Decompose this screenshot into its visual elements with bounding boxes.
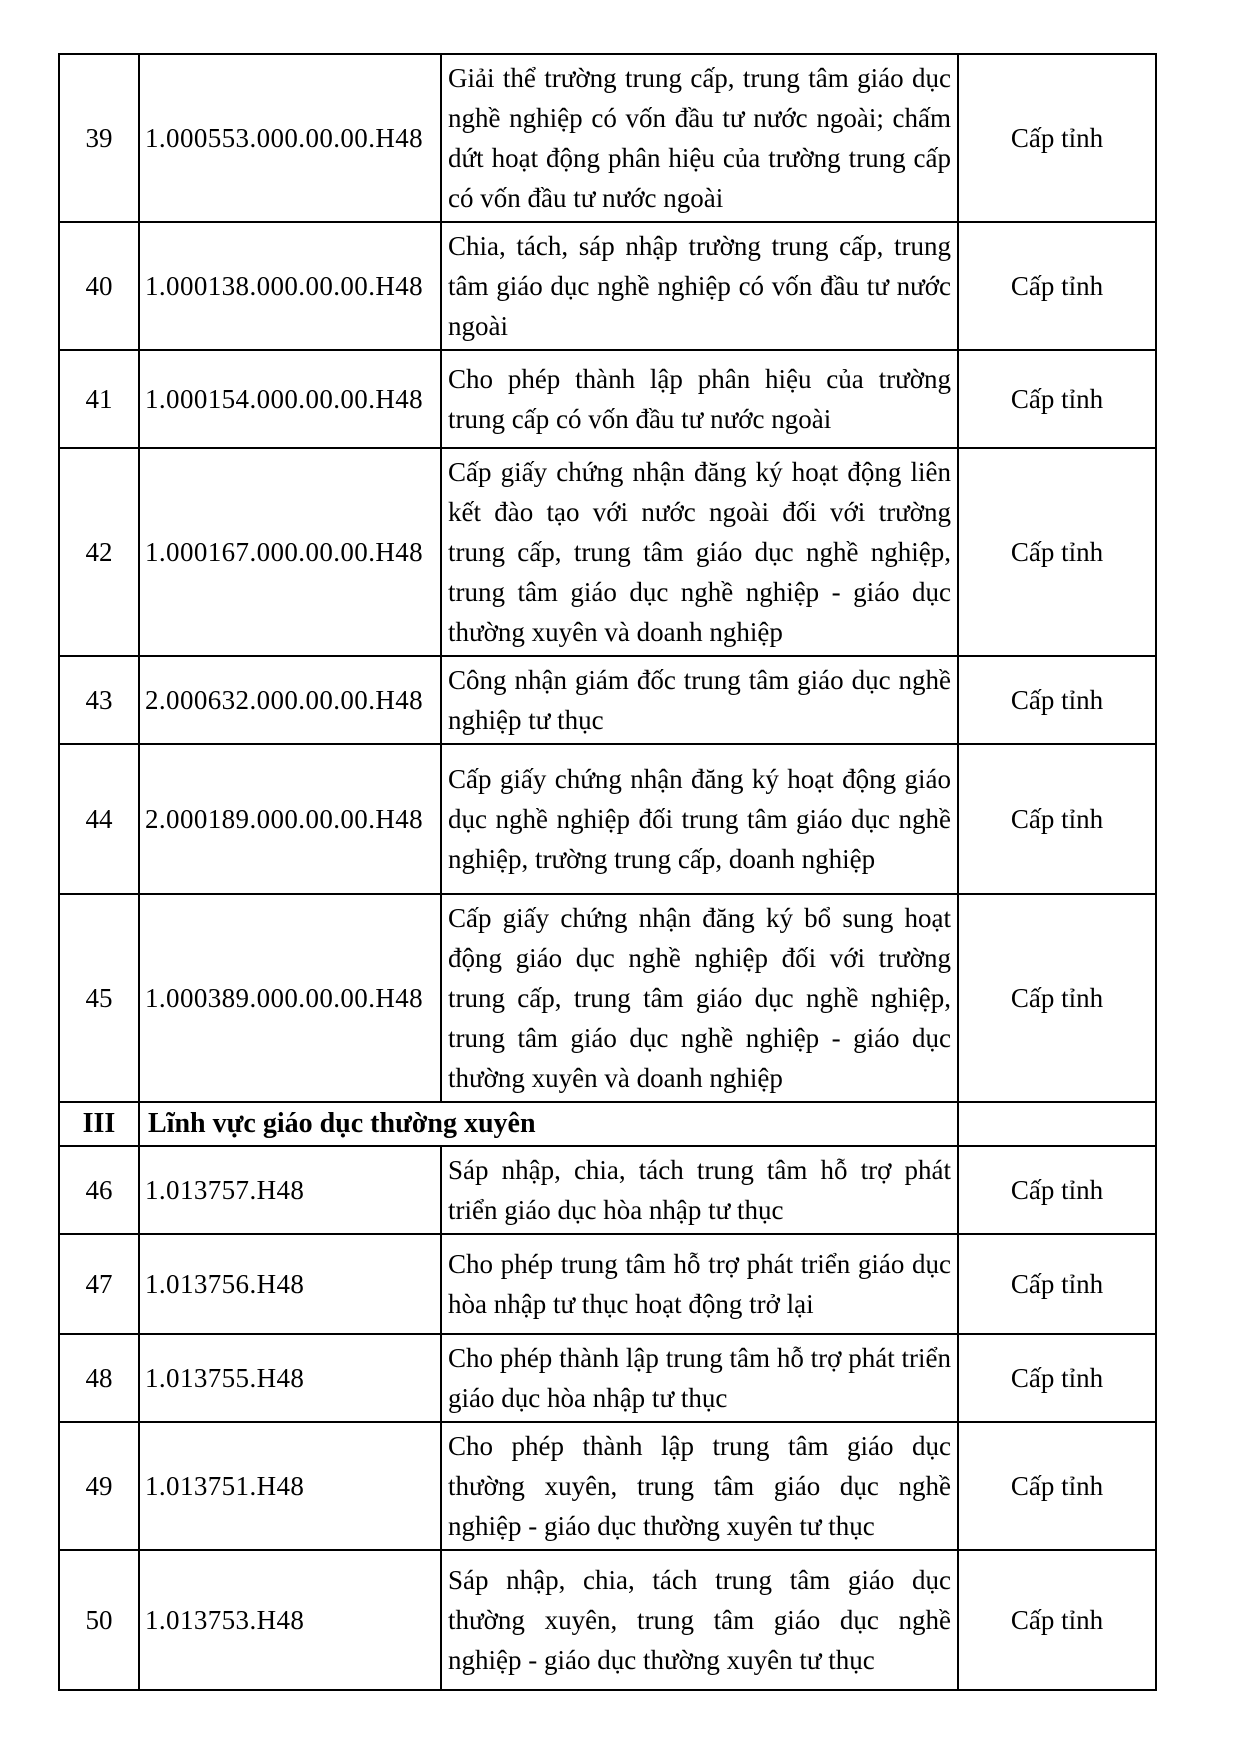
procedures-table: [58, 53, 1157, 1691]
procedure-code: 1.013755.H48: [139, 1334, 441, 1422]
procedure-code: 1.000154.000.00.00.H48: [139, 350, 441, 448]
row-number: 48: [59, 1334, 139, 1422]
procedure-code: 1.000138.000.00.00.H48: [139, 222, 441, 350]
admin-level: Cấp tỉnh: [958, 1234, 1156, 1334]
procedure-name: Chia, tách, sáp nhập trường trung cấp, trung tâm giáo dục nghề nghiệp có vốn đầu tư nước ngoài: [441, 222, 958, 350]
table-row: [59, 1550, 1156, 1690]
admin-level: Cấp tỉnh: [958, 656, 1156, 744]
row-number: 42: [59, 448, 139, 656]
row-number: 47: [59, 1234, 139, 1334]
admin-level: Cấp tỉnh: [958, 744, 1156, 894]
procedure-code: 2.000632.000.00.00.H48: [139, 656, 441, 744]
procedure-name: Cấp giấy chứng nhận đăng ký bổ sung hoạt động giáo dục nghề nghiệp đối với trường trung cấp, trung tâm giáo dục nghề nghiệp, trung tâm giáo dục nghề nghiệp - giáo dục thường xuyên và doanh nghiệp: [441, 894, 958, 1102]
admin-level: Cấp tỉnh: [958, 1422, 1156, 1550]
row-number: 41: [59, 350, 139, 448]
section-number: III: [59, 1102, 139, 1146]
procedure-name: Cho phép trung tâm hỗ trợ phát triển giáo dục hòa nhập tư thục hoạt động trở lại: [441, 1234, 958, 1334]
admin-level: Cấp tỉnh: [958, 54, 1156, 222]
procedure-code: 1.013753.H48: [139, 1550, 441, 1690]
procedure-name: Cho phép thành lập trung tâm hỗ trợ phát triển giáo dục hòa nhập tư thục: [441, 1334, 958, 1422]
admin-level: Cấp tỉnh: [958, 222, 1156, 350]
row-number: 46: [59, 1146, 139, 1234]
row-number: 49: [59, 1422, 139, 1550]
admin-level: Cấp tỉnh: [958, 1550, 1156, 1690]
procedure-code: 1.000389.000.00.00.H48: [139, 894, 441, 1102]
procedure-name: Công nhận giám đốc trung tâm giáo dục nghề nghiệp tư thục: [441, 656, 958, 744]
table-row: [59, 222, 1156, 350]
procedure-name: Sáp nhập, chia, tách trung tâm giáo dục thường xuyên, trung tâm giáo dục nghề nghiệp - giáo dục thường xuyên tư thục: [441, 1550, 958, 1690]
section-title: Lĩnh vực giáo dục thường xuyên: [139, 1102, 958, 1146]
procedure-name: Giải thể trường trung cấp, trung tâm giáo dục nghề nghiệp có vốn đầu tư nước ngoài; chấm dứt hoạt động phân hiệu của trường trung cấp có vốn đầu tư nước ngoài: [441, 54, 958, 222]
procedure-name: Cấp giấy chứng nhận đăng ký hoạt động giáo dục nghề nghiệp đối trung tâm giáo dục nghề nghiệp, trường trung cấp, doanh nghiệp: [441, 744, 958, 894]
procedure-code: 1.000553.000.00.00.H48: [139, 54, 441, 222]
table-row: [59, 1334, 1156, 1422]
procedure-name: Sáp nhập, chia, tách trung tâm hỗ trợ phát triển giáo dục hòa nhập tư thục: [441, 1146, 958, 1234]
table-row: [59, 894, 1156, 1102]
admin-level: Cấp tỉnh: [958, 448, 1156, 656]
table-row: [59, 1146, 1156, 1234]
procedure-code: 1.013756.H48: [139, 1234, 441, 1334]
row-number: 45: [59, 894, 139, 1102]
section-row: [59, 1102, 1156, 1146]
procedure-code: 2.000189.000.00.00.H48: [139, 744, 441, 894]
row-number: 40: [59, 222, 139, 350]
admin-level: Cấp tỉnh: [958, 350, 1156, 448]
row-number: 44: [59, 744, 139, 894]
table-row: [59, 1234, 1156, 1334]
table-row: [59, 656, 1156, 744]
section-level-empty: [958, 1102, 1156, 1146]
row-number: 39: [59, 54, 139, 222]
admin-level: Cấp tỉnh: [958, 894, 1156, 1102]
admin-level: Cấp tỉnh: [958, 1334, 1156, 1422]
table-row: [59, 1422, 1156, 1550]
procedure-name: Cho phép thành lập phân hiệu của trường trung cấp có vốn đầu tư nước ngoài: [441, 350, 958, 448]
table-row: [59, 448, 1156, 656]
admin-level: Cấp tỉnh: [958, 1146, 1156, 1234]
procedure-name: Cấp giấy chứng nhận đăng ký hoạt động liên kết đào tạo với nước ngoài đối với trường trung cấp, trung tâm giáo dục nghề nghiệp, trung tâm giáo dục nghề nghiệp - giáo dục thường xuyên và doanh nghiệp: [441, 448, 958, 656]
table-row: [59, 54, 1156, 222]
row-number: 50: [59, 1550, 139, 1690]
row-number: 43: [59, 656, 139, 744]
procedure-code: 1.000167.000.00.00.H48: [139, 448, 441, 656]
table-row: [59, 350, 1156, 448]
procedures-table-body: [59, 54, 1156, 1690]
procedure-code: 1.013751.H48: [139, 1422, 441, 1550]
table-row: [59, 744, 1156, 894]
procedure-code: 1.013757.H48: [139, 1146, 441, 1234]
procedure-name: Cho phép thành lập trung tâm giáo dục thường xuyên, trung tâm giáo dục nghề nghiệp - giáo dục thường xuyên tư thục: [441, 1422, 958, 1550]
